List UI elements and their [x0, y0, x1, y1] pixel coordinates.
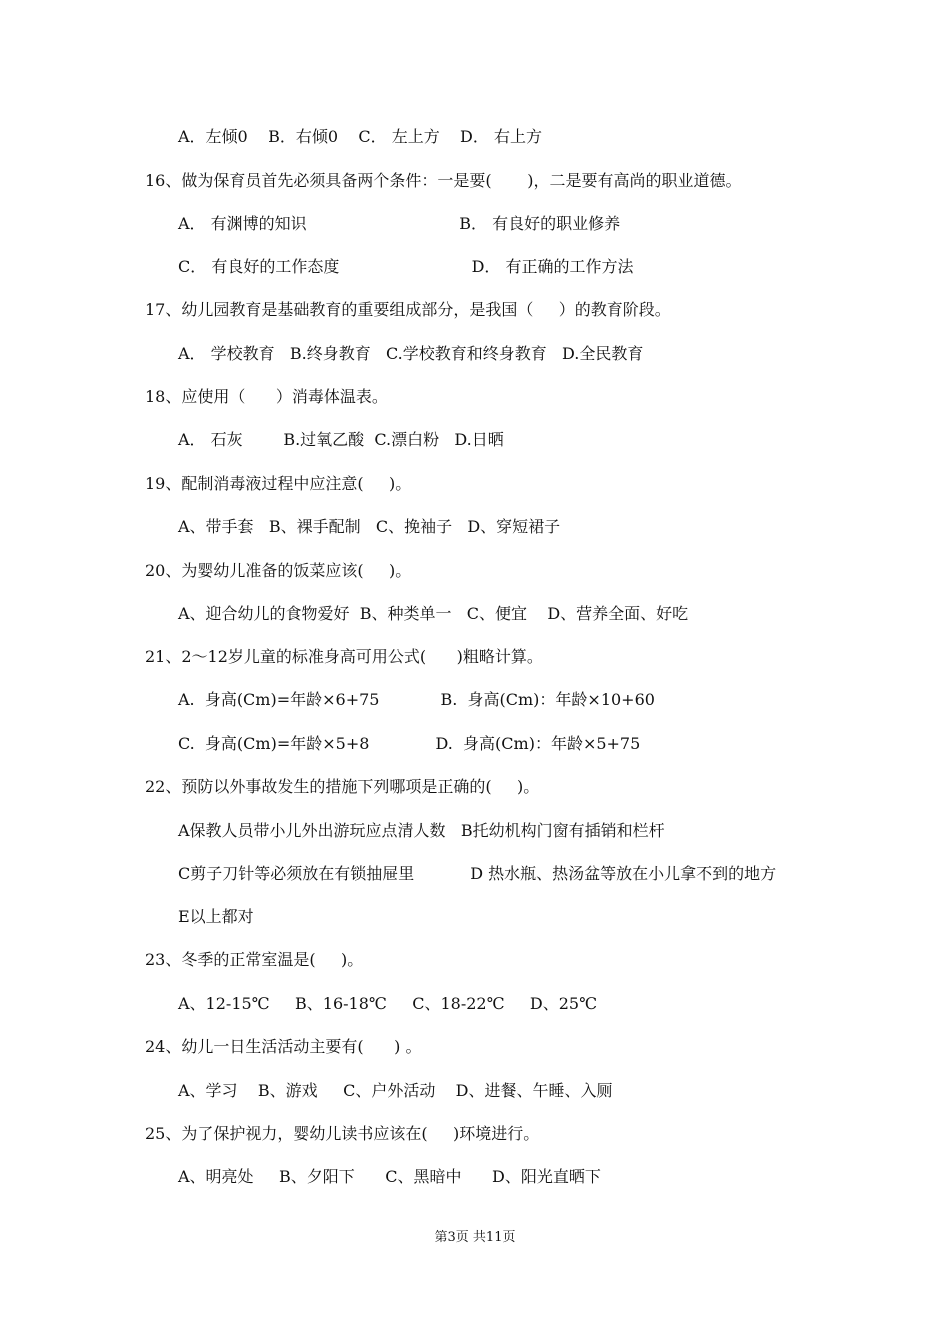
question-25: 25、为了保护视力，婴幼儿读书应该在( )环境进行。 — [145, 1124, 540, 1143]
q25-options: A、明亮处 B、夕阳下 C、黑暗中 D、阳光直晒下 — [178, 1167, 601, 1186]
question-17: 17、幼儿园教育是基础教育的重要组成部分，是我国（ ）的教育阶段。 — [145, 300, 671, 319]
q22-option-e: E以上都对 — [178, 907, 254, 926]
q24-options: A、学习 B、游戏 C、户外活动 D、进餐、午睡、入厕 — [178, 1081, 613, 1100]
q21-options-ab: A. 身高(Cm)=年龄×6+75 B. 身高(Cm)：年龄×10+60 — [178, 690, 655, 709]
q22-options-cd: C剪子刀针等必须放在有锁抽屉里 D 热水瓶、热汤盆等放在小儿拿不到的地方 — [178, 864, 777, 883]
q19-options: A、带手套 B、裸手配制 C、挽袖子 D、穿短裙子 — [178, 517, 561, 536]
question-22: 22、预防以外事故发生的措施下列哪项是正确的( )。 — [145, 777, 540, 796]
q18-options: A． 石灰 B.过氧乙酸 C.漂白粉 D.日晒 — [178, 430, 504, 449]
question-16: 16、做为保育员首先必须具备两个条件：一是要( )，二是要有高尚的职业道德。 — [145, 171, 742, 190]
question-18: 18、应使用（ ）消毒体温表。 — [145, 387, 388, 406]
question-23: 23、冬季的正常室温是( )。 — [145, 950, 364, 969]
q16-options-ab: A． 有渊博的知识 B． 有良好的职业修养 — [178, 214, 621, 233]
q21-options-cd: C. 身高(Cm)=年龄×5+8 D. 身高(Cm)：年龄×5+75 — [178, 734, 641, 753]
q23-options: A、12-15℃ B、16-18℃ C、18-22℃ D、25℃ — [178, 994, 598, 1013]
q20-options: A、迎合幼儿的食物爱好 B、种类单一 C、便宜 D、营养全面、好吃 — [178, 604, 689, 623]
q16-options-cd: C． 有良好的工作态度 D． 有正确的工作方法 — [178, 257, 634, 276]
q22-options-ab: A保教人员带小儿外出游玩应点清人数 B托幼机构门窗有插销和栏杆 — [178, 821, 665, 840]
question-24: 24、幼儿一日生活活动主要有( ) 。 — [145, 1037, 422, 1056]
page-footer: 第3页 共11页 — [434, 1230, 516, 1245]
question-21: 21、2～12岁儿童的标准身高可用公式( )粗略计算。 — [145, 647, 543, 666]
q15-options: A．左倾0 B．右倾0 C． 左上方 D． 右上方 — [178, 127, 542, 146]
q17-options: A． 学校教育 B.终身教育 C.学校教育和终身教育 D.全民教育 — [178, 344, 644, 363]
question-20: 20、为婴幼儿准备的饭菜应该( )。 — [145, 561, 412, 580]
question-19: 19、配制消毒液过程中应注意( )。 — [145, 474, 412, 493]
